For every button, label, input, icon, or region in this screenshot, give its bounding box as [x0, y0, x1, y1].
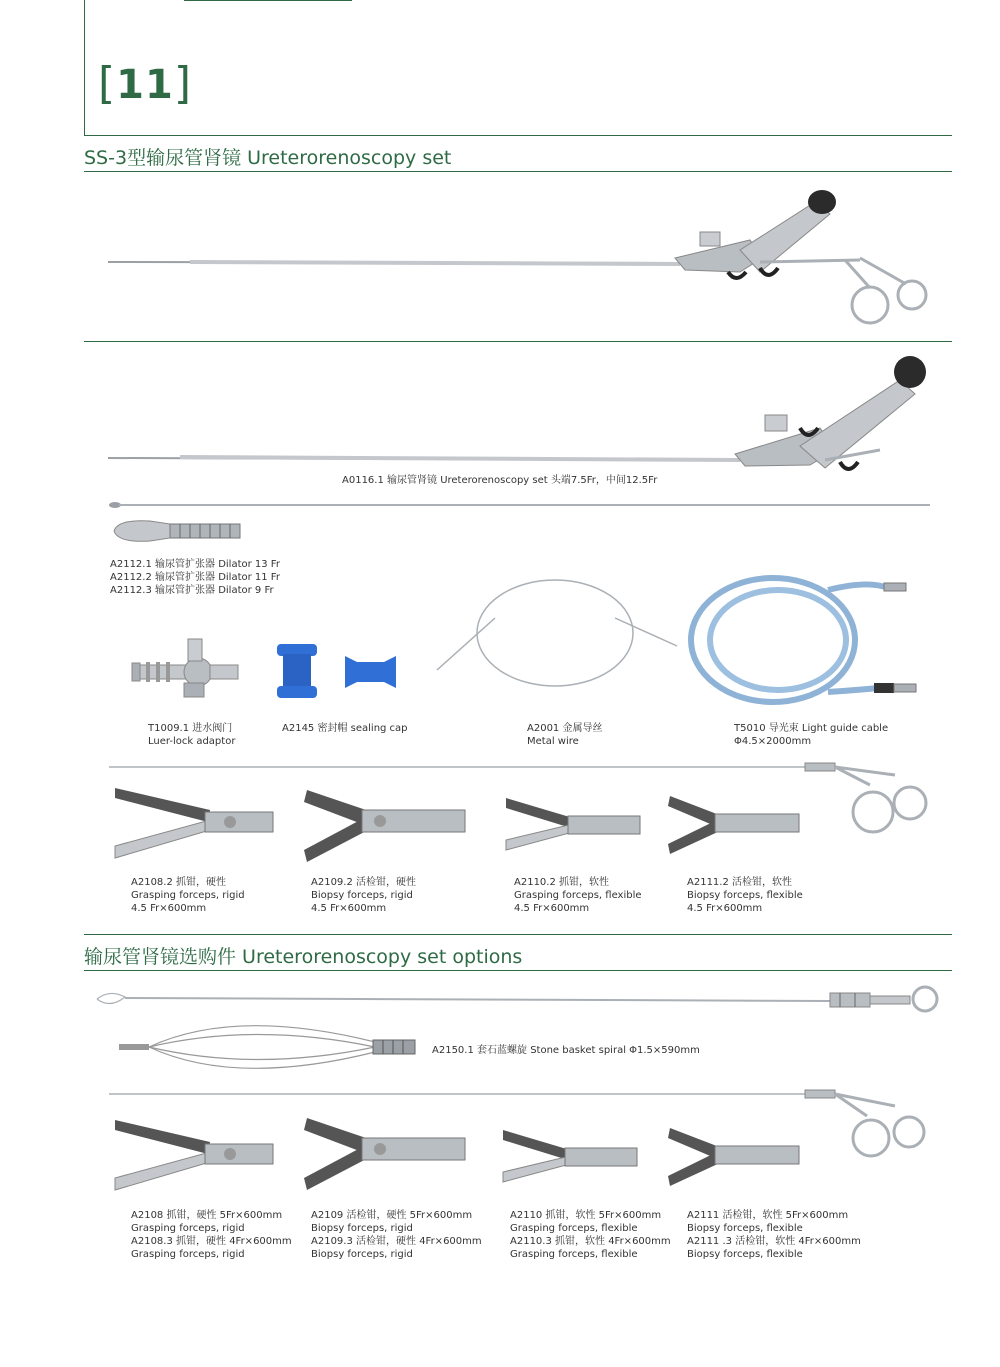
section1-title: SS-3型输尿管肾镜 Ureterorenoscopy set [84, 147, 452, 169]
caption-line: Grasping forceps, rigid [131, 1249, 245, 1260]
ureterorenoscope-image [100, 350, 950, 480]
sealing-cap-image-1 [275, 640, 320, 702]
dilator-tip-image [110, 515, 245, 547]
biopsy-forceps-rigid-image [302, 780, 467, 868]
accessory-line1: T1009.1 进水阀门 [148, 723, 233, 734]
biopsy-forceps-rigid-option-image [302, 1108, 467, 1196]
section2-rule [84, 970, 952, 971]
caption-line: 4.5 Fr×600mm [514, 903, 590, 914]
stone-basket-rod-image [95, 983, 945, 1015]
forceps-set-caption-1 [131, 876, 245, 915]
stone-basket-caption: A2150.1 套石蓝螺旋 Stone basket spiral Φ1.5×590mm [432, 1045, 700, 1056]
accessory-line2: Metal wire [527, 736, 579, 747]
stone-basket-spiral-image [115, 1012, 420, 1080]
dilator-caption [110, 558, 280, 597]
caption-line: A2108 抓钳，硬性 5Fr×600mm [131, 1210, 283, 1221]
caption-line: A2110 抓钳，软性 5Fr×600mm [510, 1210, 662, 1221]
caption-line: Biopsy forceps, flexible [687, 890, 803, 901]
caption-line: Biopsy forceps, rigid [311, 890, 413, 901]
section1-rule [84, 171, 952, 172]
forceps-option-caption-2 [311, 1209, 482, 1261]
caption-line: A2109.3 活检钳，硬性 4Fr×600mm [311, 1236, 482, 1247]
dilator-rod-image [105, 495, 935, 515]
caption-line: 4.5 Fr×600mm [131, 903, 207, 914]
grasping-forceps-flexible-image [503, 790, 643, 858]
caption-line: Biopsy forceps, flexible [687, 1223, 803, 1234]
forceps-set-caption-3 [514, 876, 642, 915]
caption-line: A2110.3 抓钳，软性 4Fr×600mm [510, 1236, 671, 1247]
forceps-option-caption-3 [510, 1209, 671, 1261]
accessory-caption-metal-wire [527, 722, 602, 748]
caption-line: Biopsy forceps, rigid [311, 1249, 413, 1260]
section2-top-rule [84, 934, 952, 935]
caption-line: Biopsy forceps, rigid [311, 1223, 413, 1234]
caption-line: Grasping forceps, flexible [514, 890, 642, 901]
biopsy-forceps-flexible-option-image [667, 1120, 802, 1192]
accessory-line2: Luer-lock adaptor [148, 736, 236, 747]
accessory-caption-sealing-cap [282, 722, 408, 735]
luer-lock-adaptor-image [128, 635, 243, 700]
forceps-set-caption-2 [311, 876, 416, 915]
caption-line: Grasping forceps, flexible [510, 1249, 638, 1260]
grasping-forceps-rigid-option-image [110, 1112, 275, 1200]
caption-line: A2110.2 抓钳，软性 [514, 877, 610, 888]
dilator-line: A2112.3 输尿管扩张器 Dilator 9 Fr [110, 585, 274, 596]
biopsy-forceps-flexible-image [667, 788, 802, 860]
caption-line: Biopsy forceps, flexible [687, 1249, 803, 1260]
accessory-line1: A2001 金属导丝 [527, 723, 603, 734]
caption-line: A2108.3 抓钳，硬性 4Fr×600mm [131, 1236, 292, 1247]
light-guide-cable-image [688, 570, 933, 710]
header-top-tab [184, 0, 352, 1]
caption-line: Grasping forceps, rigid [131, 1223, 245, 1234]
ureterorenoscope-full-image [100, 180, 950, 330]
header-frame-left [84, 0, 85, 135]
caption-line: Grasping forceps, rigid [131, 890, 245, 901]
accessory-caption-light-guide [734, 722, 888, 748]
caption-line: A2109 活检钳，硬性 5Fr×600mm [311, 1210, 473, 1221]
dilator-line: A2112.2 输尿管扩张器 Dilator 11 Fr [110, 572, 280, 583]
header-bottom-rule [84, 135, 952, 136]
caption-line: A2111 .3 活检钳，软性 4Fr×600mm [687, 1236, 861, 1247]
caption-line: A2111 活检钳，软性 5Fr×600mm [687, 1210, 849, 1221]
caption-line: A2109.2 活检钳，硬性 [311, 877, 417, 888]
grasping-forceps-rigid-image [110, 780, 275, 868]
accessory-line1: A2145 密封帽 sealing cap [282, 723, 408, 734]
forceps-option-caption-1 [131, 1209, 292, 1261]
page-number: [11] [98, 58, 193, 109]
accessory-line1: T5010 导光束 Light guide cable [734, 723, 889, 734]
sealing-cap-image-2 [343, 652, 398, 692]
forceps-option-caption-4 [687, 1209, 861, 1261]
accessory-caption-luer-lock [148, 722, 235, 748]
dilator-line: A2112.1 输尿管扩张器 Dilator 13 Fr [110, 559, 280, 570]
section2-title: 输尿管肾镜选购件 Ureterorenoscopy set options [84, 946, 523, 968]
caption-line: Grasping forceps, flexible [510, 1223, 638, 1234]
caption-line: 4.5 Fr×600mm [687, 903, 763, 914]
scope-caption: A0116.1 输尿管肾镜 Ureterorenoscopy set 头端7.5Fr，中间12.5Fr [342, 475, 658, 486]
caption-line: 4.5 Fr×600mm [311, 903, 387, 914]
caption-line: A2111.2 活检钳，软性 [687, 877, 793, 888]
scope-divider [84, 341, 952, 342]
metal-wire-image [435, 578, 680, 698]
grasping-forceps-flexible-option-image [500, 1122, 640, 1190]
accessory-line2: Φ4.5×2000mm [734, 736, 812, 747]
forceps-set-caption-4 [687, 876, 803, 915]
caption-line: A2108.2 抓钳，硬性 [131, 877, 227, 888]
